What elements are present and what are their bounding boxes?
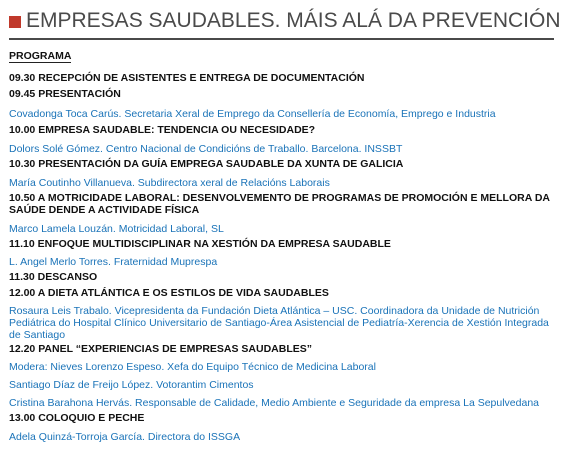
speaker-item: Cristina Barahona Hervás. Responsable de Calidade, Medio Ambiente e Seguridade da empresa La Sepulvedana [9,397,540,409]
session-item: 10.00 EMPRESA SAUDABLE: TENDENCIA OU NECESIDADE? [9,124,316,136]
speaker-item: Santiago Díaz de Freijo López. Votorantim Cimentos [9,379,254,391]
speaker-item: Adela Quinzá-Torroja García. Directora do ISSGA [9,431,241,443]
bullet-square-icon [9,16,21,28]
speaker-item: Dolors Solé Gómez. Centro Nacional de Condicións de Traballo. Barcelona. INSSBT [9,143,403,155]
speaker-item: Modera: Nieves Lorenzo Espeso. Xefa do Equipo Técnico de Medicina Laboral [9,361,376,373]
speaker-item: María Coutinho Villanueva. Subdirectora xeral de Relacións Laborais [9,177,330,189]
session-item: 10.30 PRESENTACIÓN DA GUÍA EMPREGA SAUDABLE DA XUNTA DE GALICIA [9,158,404,170]
program-label: PROGRAMA [9,50,72,62]
page-header [9,8,561,40]
session-item: 12.20 PANEL “EXPERIENCIAS DE EMPRESAS SAUDABLES” [9,343,313,355]
speaker-item: Rosaura Leis Trabalo. Vicepresidenta da Fundación Dieta Atlántica – USC. Coordinadora da Unidade de Nutrición Pediátrica do Hospital Clínico Universitario de Santiago-Área Asistencial de Pediatría-Xerencia de Xestión Integrada de Santiago [9,305,549,341]
session-item: 09.30 RECEPCIÓN DE ASISTENTES E ENTREGA DE DOCUMENTACIÓN [9,72,365,84]
page-title: EMPRESAS SAUDABLES. MÁIS ALÁ DA PREVENCIÓN [26,9,561,32]
session-item: 11.10 ENFOQUE MULTIDISCIPLINAR NA XESTIÓN DA EMPRESA SAUDABLE [9,238,391,250]
speaker-item: Covadonga Toca Carús. Secretaria Xeral de Emprego da Consellería de Economía, Emprego e Industria [9,108,496,120]
speaker-item: L. Angel Merlo Torres. Fraternidad Muprespa [9,256,218,268]
session-item: 09.45 PRESENTACIÓN [9,88,121,100]
speaker-item: Marco Lamela Louzán. Motricidad Laboral, SL [9,223,224,235]
session-item: 11.30 DESCANSO [9,271,98,283]
session-item: 13.00 COLOQUIO E PECHE [9,412,145,424]
session-item: 10.50 A MOTRICIDADE LABORAL: DESENVOLVEMENTO DE PROGRAMAS DE PROMOCIÓN E MELLORA DA SAÚDE DENDE A ACTIVIDADE FÍSICA [9,192,550,216]
session-item: 12.00 A DIETA ATLÁNTICA E OS ESTILOS DE VIDA SAUDABLES [9,287,329,299]
